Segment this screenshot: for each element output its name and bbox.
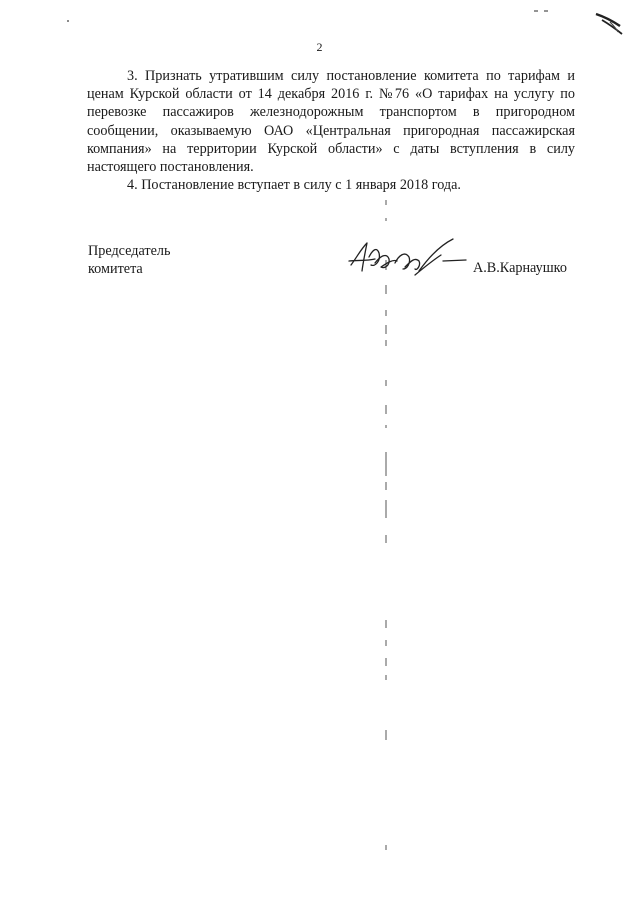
- signer-position: [88, 242, 170, 278]
- handwritten-signature: [345, 235, 470, 290]
- paragraph-item-3: 3. Признать утратившим силу постановление комитета по тарифам и ценам Курской области от 14 декабря 2016 г. №76 «О тарифах на услугу по перевозке пассажиров железнодорожным транспортом в пригородном сообщении, оказываемую ОАО «Центральная пригородная пассажирская компания» на территории Курской области» с даты вступления в силу настоящего постановления.: [87, 68, 575, 176]
- page-number: 2: [316, 40, 323, 54]
- document-body: [87, 67, 575, 194]
- signer-position-line1: Председатель: [88, 243, 171, 259]
- scan-fold-line: [384, 200, 390, 865]
- paragraph-item-4: 4. Постановление вступает в силу с 1 января 2018 года.: [127, 177, 461, 194]
- signer-position-line2: комитета: [88, 261, 143, 277]
- signer-name: А.В.Карнаушко: [473, 260, 567, 276]
- scan-speck: [66, 10, 70, 28]
